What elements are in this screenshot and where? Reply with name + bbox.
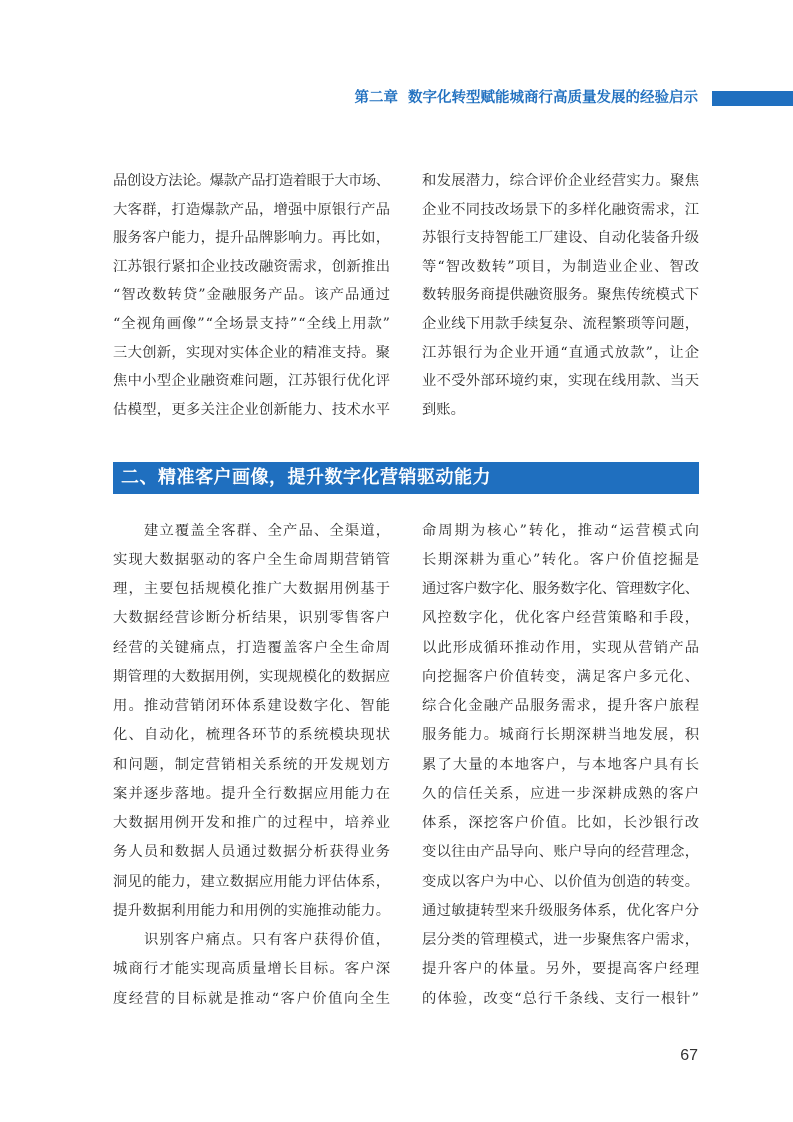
text-line: 焦中小型企业融资难问题，江苏银行优化评 <box>113 373 391 390</box>
text-line: 江苏银行紧扣企业技改融资需求，创新推出 <box>113 258 391 275</box>
text-line: 变以往由产品导向、账户导向的经营理念， <box>422 844 700 861</box>
text-line: 变成以客户为中心、以价值为创造的转变。 <box>422 873 700 890</box>
text-line: 经营的关键痛点，打造覆盖客户全生命周 <box>113 639 392 656</box>
text-line: 建立覆盖全客群、全产品、全渠道， <box>144 522 392 539</box>
text-line: 服务能力。城商行长期深耕当地发展，积 <box>422 727 701 744</box>
text-line: 累了大量的本地客户，与本地客户具有长 <box>422 756 701 773</box>
text-line: 久的信任关系，应进一步深耕成熟的客户 <box>422 785 701 802</box>
lower-left-column <box>113 517 390 1014</box>
text-line: 理，主要包括规模化推广大数据用例基于 <box>113 581 392 597</box>
upper-right-column <box>422 167 699 424</box>
upper-left-column <box>113 167 390 424</box>
text-line: 案并逐步落地。提升全行数据应用能力在 <box>113 785 392 802</box>
text-line: 长期深耕为重心”转化。客户价值挖掘是 <box>422 551 701 568</box>
text-line: 大数据经营诊断分析结果，识别零售客户 <box>113 610 392 627</box>
text-line: 企业不同技改场景下的多样化融资需求，江 <box>422 201 700 218</box>
text-line: 的体验，改变“总行千条线、支行一根针” <box>422 990 701 1007</box>
text-line: 度经营的目标就是推动“客户价值向全生 <box>113 990 392 1007</box>
text-line: 服务客户能力，提升品牌影响力。再比如， <box>113 230 391 247</box>
text-line: 品创设方法论。爆款产品打造着眼于大市场、 <box>113 173 390 189</box>
chapter-title: 数字化转型赋能城商行高质量发展的经验启示 <box>408 90 698 106</box>
text-line: 务人员和数据人员通过数据分析获得业务 <box>113 844 392 861</box>
text-line: 用。推动营销闭环体系建设数字化、智能 <box>113 698 392 714</box>
text-line: 层分类的管理模式，进一步聚焦客户需求， <box>422 932 700 948</box>
text-line: 期管理的大数据用例，实现规模化的数据应 <box>113 668 391 685</box>
text-line: 三大创新，实现对实体企业的精准支持。聚 <box>113 344 391 361</box>
text-line: “智改数转贷”金融服务产品。该产品通过 <box>113 287 392 304</box>
text-line: 通过敏捷转型来升级服务体系，优化客户分 <box>422 902 700 919</box>
text-line: 综合化金融产品服务需求，提升客户旅程 <box>422 698 701 714</box>
text-line: 和发展潜力，综合评价企业经营实力。聚焦 <box>422 173 700 189</box>
text-line: 风控数字化，优化客户经营策略和手段， <box>422 610 701 627</box>
text-line: 江苏银行为企业开通“直通式放款”，让企 <box>422 344 701 361</box>
text-line: 企业线下用款手续复杂、流程繁琐等问题， <box>422 315 700 332</box>
text-line: 业不受外部环境约束，实现在线用款、当天 <box>422 373 700 390</box>
text-line: 等“智改数转”项目，为制造业企业、智改 <box>422 258 701 275</box>
text-line: 向挖掘客户价值转变，满足客户多元化、 <box>422 668 701 685</box>
text-line: 通过客户数字化、服务数字化、管理数字化、 <box>422 581 699 597</box>
text-line: 大数据用例开发和推广的过程中，培养业 <box>113 815 392 831</box>
text-line: 提升客户的体量。另外，要提高客户经理 <box>422 961 701 978</box>
text-line: 化、自动化，梳理各环节的系统模块现状 <box>113 727 392 744</box>
text-line: 大客群，打造爆款产品，增强中原银行产品 <box>113 201 391 218</box>
text-line: 估模型，更多关注企业创新能力、技术水平 <box>113 401 391 418</box>
page-number: 67 <box>680 1047 698 1064</box>
text-line: 苏银行支持智能工厂建设、自动化装备升级 <box>422 230 700 247</box>
text-line: 洞见的能力，建立数据应用能力评估体系， <box>113 873 391 890</box>
text-line: 以此形成循环推动作用，实现从营销产品 <box>422 639 701 656</box>
header-accent-bar <box>712 91 793 106</box>
text-line: “全视角画像”“全场景支持”“全线上用款” <box>113 315 391 332</box>
section-heading-bar <box>113 462 699 494</box>
chapter-label: 第二章 <box>354 90 398 106</box>
text-line: 体系，深挖客户价值。比如，长沙银行改 <box>422 815 701 831</box>
lower-right-column <box>422 517 699 1014</box>
text-line: 提升数据利用能力和用例的实施推动能力。 <box>113 902 391 919</box>
text-line: 命周期为核心”转化，推动“运营模式向 <box>422 522 701 539</box>
text-line: 数转服务商提供融资服务。聚焦传统模式下 <box>422 287 700 304</box>
text-line: 城商行才能实现高质量增长目标。客户深 <box>113 961 392 978</box>
text-line: 识别客户痛点。只有客户获得价值， <box>144 932 392 948</box>
running-header <box>355 88 699 108</box>
section-heading: 二、精准客户画像，提升数字化营销驱动能力 <box>121 467 491 488</box>
text-line: 和问题，制定营销相关系统的开发规划方 <box>113 756 392 773</box>
text-line: 到账。 <box>422 401 465 418</box>
text-line: 实现大数据驱动的客户全生命周期营销管 <box>113 551 392 568</box>
